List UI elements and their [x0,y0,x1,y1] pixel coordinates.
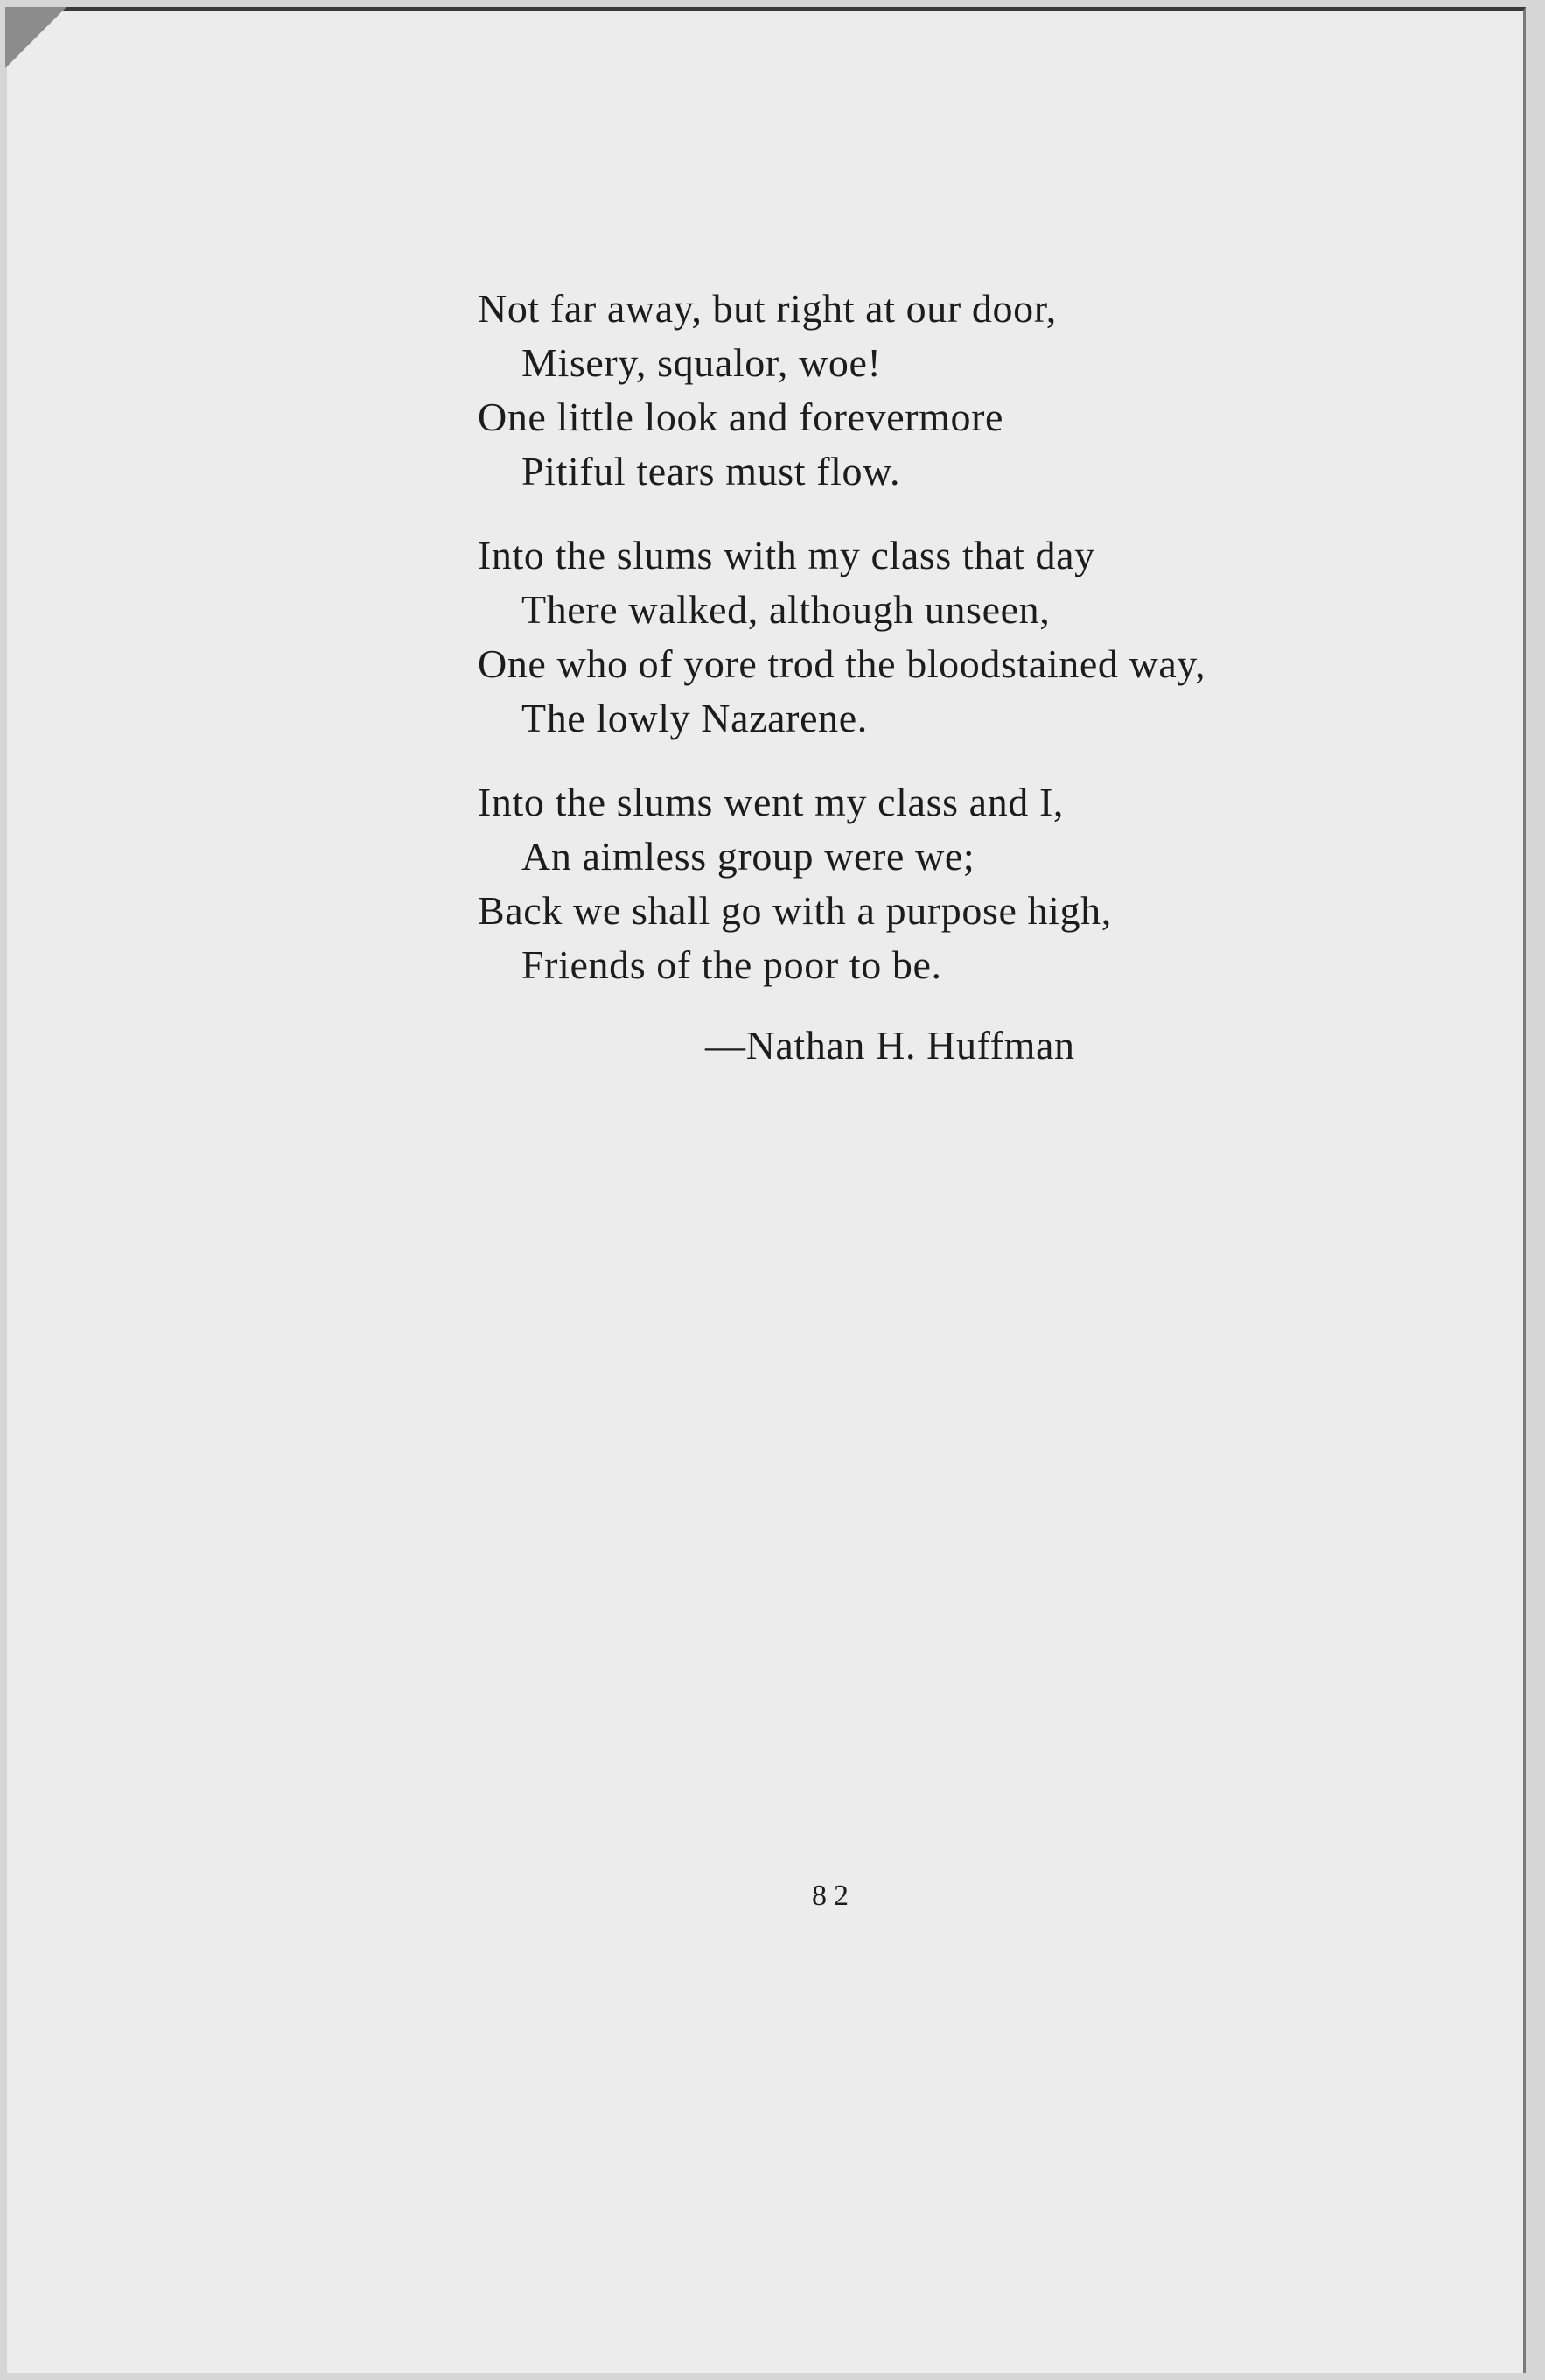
poem-line: Into the slums went my class and I, [478,780,1065,824]
folded-corner [5,7,66,68]
poem-line: The lowly Nazarene. [521,696,868,740]
stanza-1 [478,282,1206,499]
page-number: 82 [812,1880,856,1912]
poem-line: There walked, although unseen, [521,587,1051,632]
book-page [7,7,1526,2373]
poem-line: Back we shall go with a purpose high, [478,888,1112,933]
poem-attribution: —Nathan H. Huffman [705,1023,1075,1068]
poem-line: Pitiful tears must flow. [521,449,901,494]
poem [478,282,1206,1022]
poem-line: Friends of the poor to be. [521,942,942,987]
poem-line: One who of yore trod the bloodstained way, [478,641,1206,686]
poem-line: An aimless group were we; [521,834,975,878]
stanza-2 [478,528,1206,746]
stanza-3 [478,775,1206,992]
poem-line: One little look and forevermore [478,395,1004,439]
poem-line: Not far away, but right at our door, [478,286,1057,331]
poem-line: Misery, squalor, woe! [521,340,882,385]
poem-line: Into the slums with my class that day [478,533,1095,578]
